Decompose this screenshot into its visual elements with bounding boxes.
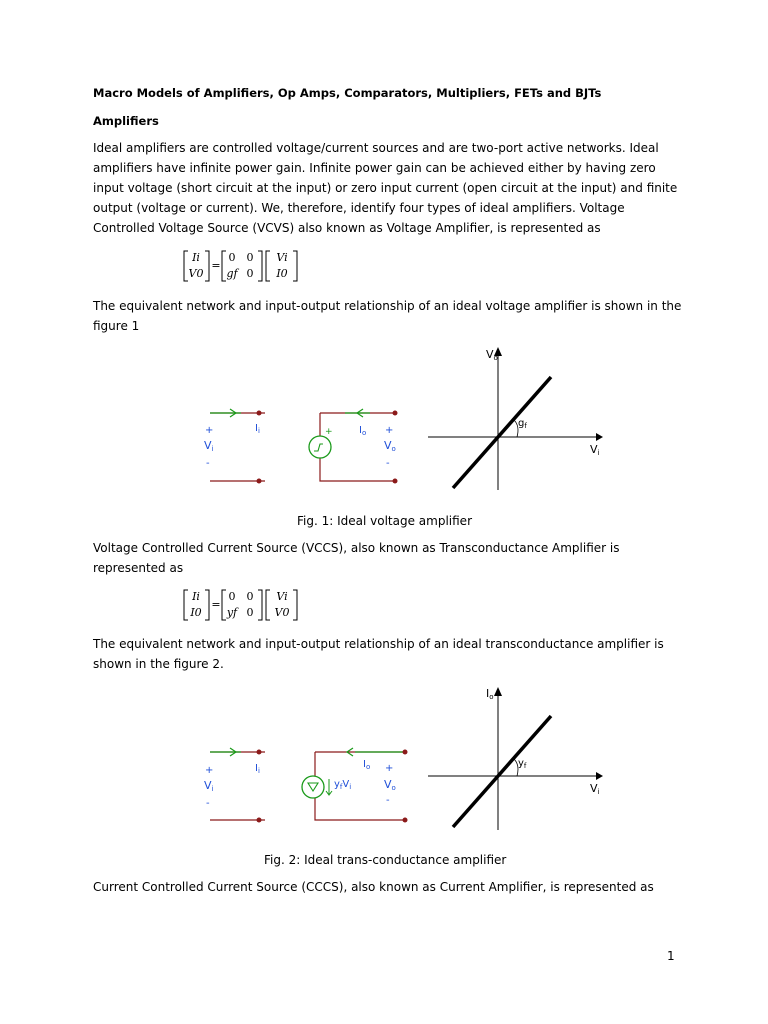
fig2-source-label: $y_fV_i$	[334, 779, 352, 791]
matrix-rhs-bottom: I0	[276, 267, 288, 280]
voltage-source-icon	[309, 436, 331, 458]
matrix-m11: 0	[228, 251, 236, 264]
fig1-ii-label: $I_i$	[255, 423, 260, 435]
paragraph-intro: Ideal amplifiers are controlled voltage/current sources and are two-port active networks. Ideal amplifiers have infinite power gain. Infinite power gain can be achieved either by having zero input voltage (short circuit at the input) or zero input current (open circuit at the input) and finite output (voltage or current). We, therefore, identify four types of ideal amplifiers. Voltage Controlled Voltage Source (VCVS) also known as Voltage Amplifier, is represented as	[93, 141, 678, 235]
paragraph-fig1-intro: The equivalent network and input-output relationship of an ideal voltage amplifier is shown in the figure 1	[93, 299, 682, 333]
matrix-m12: 0	[246, 590, 254, 603]
matrix-m21: gf	[226, 267, 238, 280]
fig2-x-axis-label: Vi	[590, 782, 600, 796]
matrix-m22: 0	[246, 267, 254, 280]
fig1-io-label: $I_o$	[359, 425, 367, 437]
matrix-lhs-top: Ii	[192, 251, 200, 264]
fig2-y-axis-label: Io	[486, 687, 494, 701]
matrix-lhs-top: Ii	[192, 590, 200, 603]
fig1-minus-out: -	[386, 458, 390, 469]
fig1-caption: Fig. 1: Ideal voltage amplifier	[297, 514, 472, 528]
paragraph-cccs: Current Controlled Current Source (CCCS), also known as Current Amplifier, is represented as	[93, 880, 654, 894]
matrix-equation-vccs	[175, 587, 300, 623]
fig2-io-label: $I_o$	[363, 759, 371, 771]
fig1-y-axis-label: Vo	[486, 348, 498, 362]
fig1-slope-label: $g_f$	[518, 418, 527, 430]
fig2-minus-in: -	[206, 798, 210, 809]
fig1-graph	[420, 340, 610, 495]
fig2-circuit	[195, 740, 415, 830]
fig1-plus-out: +	[385, 425, 394, 436]
matrix-rhs-top: Vi	[276, 251, 288, 264]
fig1-vo-label: Vo	[384, 439, 396, 453]
source-plus-label: +	[325, 427, 333, 437]
matrix-rhs-top: Vi	[276, 590, 288, 603]
matrix-lhs-bottom: I0	[190, 606, 202, 619]
fig2-plus-out: +	[385, 763, 394, 774]
fig2-ii-label: $I_i$	[255, 763, 260, 775]
matrix-m21: yf	[226, 606, 238, 619]
fig2-minus-out: -	[386, 795, 390, 806]
document-title: Macro Models of Amplifiers, Op Amps, Comparators, Multipliers, FETs and BJTs	[93, 86, 602, 100]
matrix-m11: 0	[228, 590, 236, 603]
matrix-equals: =	[211, 259, 221, 272]
matrix-equation-vcvs	[175, 248, 300, 284]
matrix-rhs-bottom: V0	[274, 606, 290, 619]
fig2-graph	[420, 680, 610, 835]
fig1-circuit	[195, 400, 415, 490]
fig1-x-axis-label: Vi	[590, 443, 600, 457]
fig2-vo-label: Vo	[384, 778, 396, 792]
paragraph-vccs: Voltage Controlled Current Source (VCCS), also known as Transconductance Amplifier is represented as	[93, 541, 620, 575]
fig2-slope-label: $y_f$	[518, 758, 527, 770]
transfer-line	[453, 716, 551, 827]
fig1-vi-label: Vi	[204, 439, 214, 453]
section-heading: Amplifiers	[93, 114, 159, 128]
page-number: 1	[667, 949, 675, 963]
transfer-line	[453, 377, 551, 488]
fig2-vi-label: Vi	[204, 779, 214, 793]
paragraph-fig2-intro: The equivalent network and input-output relationship of an ideal transconductance amplifier is shown in the figure 2.	[93, 637, 664, 671]
matrix-equals: =	[211, 598, 221, 611]
matrix-m12: 0	[246, 251, 254, 264]
matrix-m22: 0	[246, 606, 254, 619]
fig1-plus-in: +	[205, 425, 214, 436]
current-source-icon	[302, 776, 324, 798]
fig2-caption: Fig. 2: Ideal trans-conductance amplifier	[264, 853, 507, 867]
fig1-minus-in: -	[206, 458, 210, 469]
matrix-lhs-bottom: V0	[188, 267, 204, 280]
fig2-plus-in: +	[205, 765, 214, 776]
